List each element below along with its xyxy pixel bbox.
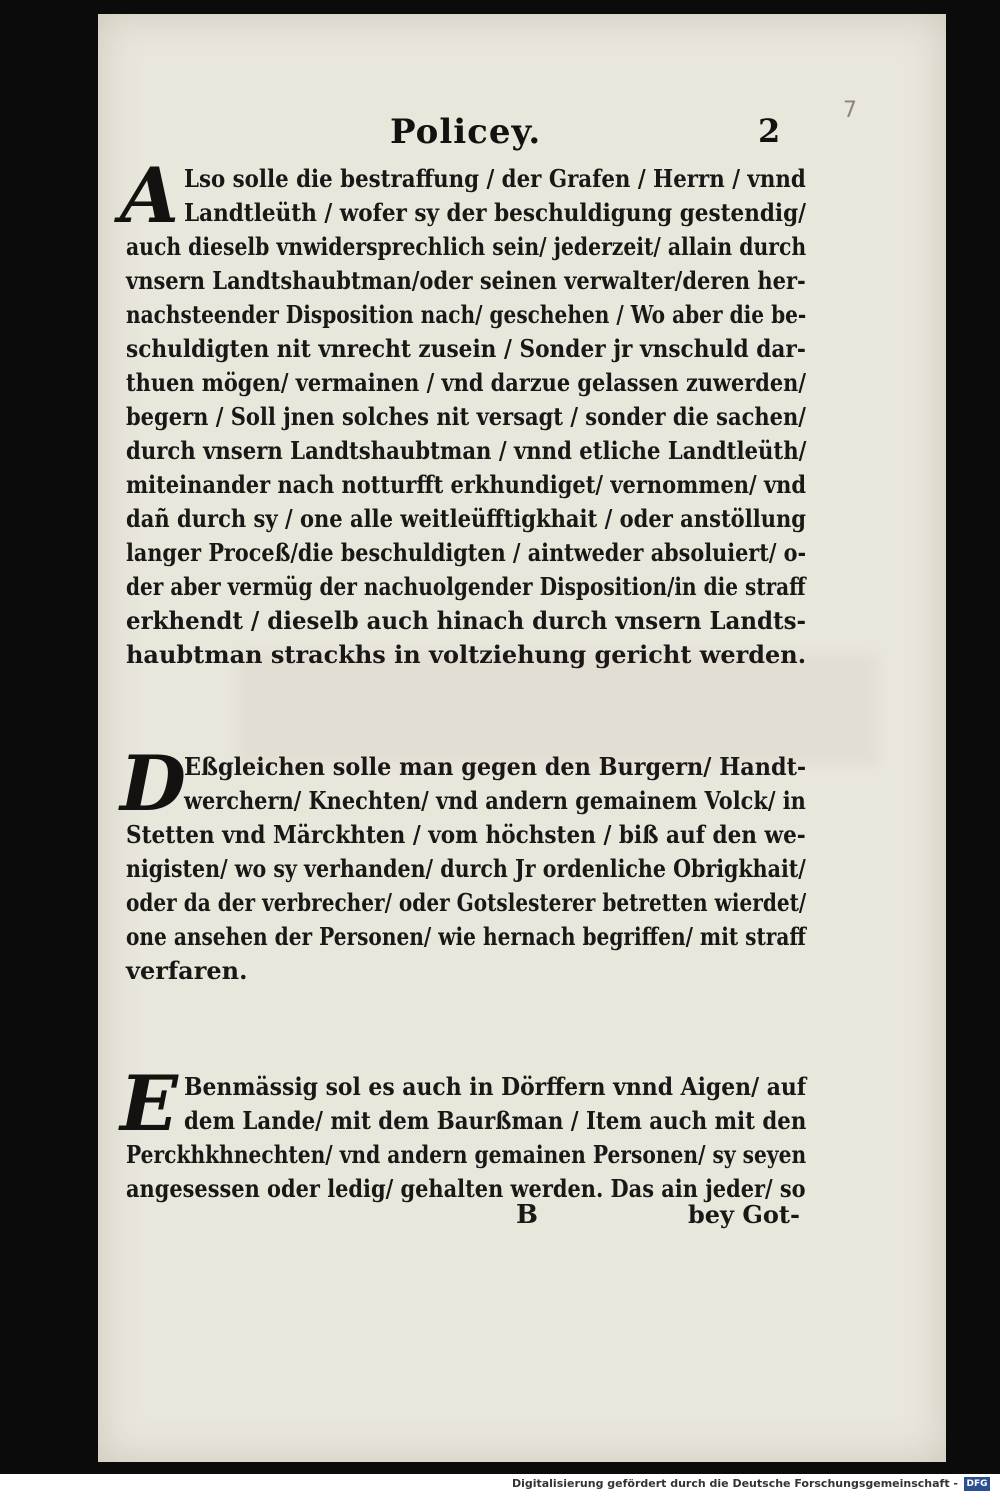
funding-notice: Digitalisierung gefördert durch die Deutsche Forschungsgemeinschaft - [511, 1477, 958, 1490]
footer-bar [0, 1474, 1000, 1495]
text-line: Lso solle die bestraffung / der Grafen / Herrn / vnnd [184, 164, 806, 193]
text-line: erkhendt / dieselb auch hinach durch vnsern Landts- [126, 606, 807, 635]
dfg-logo[interactable]: DFG [964, 1477, 990, 1491]
page-foot [98, 1200, 946, 1236]
text-line: nigisten/ wo sy verhanden/ durch Jr ordenliche Obrigkhait/ [126, 854, 806, 883]
signature-mark: B [516, 1200, 538, 1230]
text-line: nachsteender Disposition nach/ geschehen / Wo aber die be- [126, 300, 807, 329]
running-title: Policey. [390, 112, 542, 152]
text-line: Eßgleichen solle man gegen den Burgern/ Handt- [184, 752, 807, 781]
text-line: one ansehen der Personen/ wie hernach begriffen/ mit straff [126, 922, 806, 951]
pencil-annotation: 7 [843, 98, 857, 123]
text-line: haubtman strackhs in voltziehung gericht werden. [126, 640, 807, 669]
text-line: begern / Soll jnen solches nit versagt / sonder die sachen/ [126, 402, 806, 431]
page-number: 2 [758, 112, 781, 150]
text-line: langer Proceß/die beschuldigten / aintweder absoluiert/ o- [126, 538, 807, 567]
text-line: Landtleüth / wofer sy der beschuldigung gestendig/ [184, 198, 807, 227]
text-line: Stetten vnd Märckhten / vom höchsten / biß auf den we- [126, 820, 806, 849]
catchword: bey Got- [688, 1200, 800, 1229]
drop-initial: E [120, 1059, 178, 1148]
text-line: Benmässig sol es auch in Dörffern vnnd Aigen/ auf [184, 1072, 807, 1101]
paragraph-1 [120, 151, 807, 672]
text-line: schuldigten nit vnrecht zusein / Sonder jr vnschuld dar- [126, 334, 806, 363]
text-line: angesessen oder ledig/ gehalten werden. Das ain jeder/ so [126, 1174, 806, 1203]
text-line: oder da der verbrecher/ oder Gotslesterer betretten wierdet/ [126, 888, 807, 917]
paragraph-3 [120, 1059, 807, 1206]
text-line: auch dieselb vnwidersprechlich sein/ jederzeit/ allain durch [126, 232, 807, 261]
drop-initial: D [120, 739, 186, 828]
page-header [98, 98, 946, 162]
text-line: dem Lande/ mit dem Baurßman / Item auch mit den [184, 1106, 807, 1135]
book-page [98, 14, 946, 1462]
text-line: der aber vermüg der nachuolgender Disposition/in die straff [126, 572, 806, 601]
paragraph-2 [120, 739, 807, 988]
drop-initial: A [120, 151, 179, 240]
text-line: verfaren. [126, 956, 248, 985]
text-line: miteinander nach notturfft erkhundiget/ vernommen/ vnd [126, 470, 807, 499]
text-line: durch vnsern Landtshaubtman / vnnd etliche Landtleüth/ [126, 436, 807, 465]
text-line: Perckhkhnechten/ vnd andern gemainen Personen/ sy seyen [126, 1140, 807, 1169]
text-line: werchern/ Knechten/ vnd andern gemainem Volck/ in [184, 786, 806, 815]
text-line: vnsern Landtshaubtman/oder seinen verwalter/deren her- [126, 266, 806, 295]
text-line: thuen mögen/ vermainen / vnd darzue gelassen zuwerden/ [126, 368, 806, 397]
text-line: dañ durch sy / one alle weitleüfftigkhait / oder anstöllung [126, 504, 807, 533]
